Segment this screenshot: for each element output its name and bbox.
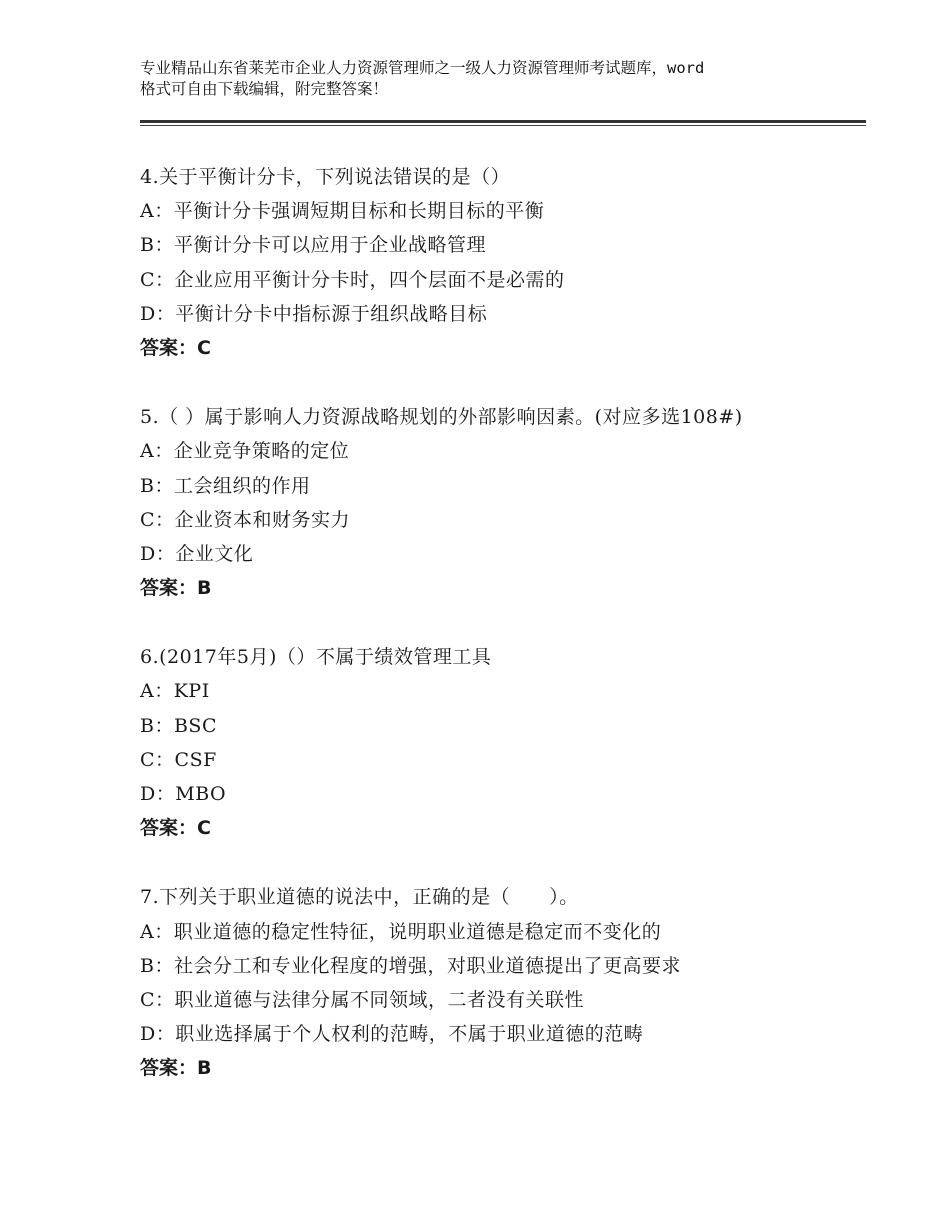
header-divider-thin <box>140 125 866 126</box>
question-list <box>140 160 840 1121</box>
option-a: A：平衡计分卡强调短期目标和长期目标的平衡 <box>140 200 545 223</box>
document-header <box>140 58 830 100</box>
question-5 <box>140 400 840 605</box>
option-a: A：KPI <box>140 680 210 703</box>
option-c: C：职业道德与法律分属不同领域，二者没有关联性 <box>140 988 585 1011</box>
option-b: B：平衡计分卡可以应用于企业战略管理 <box>140 234 486 257</box>
question-6 <box>140 640 840 845</box>
option-b: B：工会组织的作用 <box>140 474 311 497</box>
question-7 <box>140 880 840 1085</box>
answer-line: 答案：B <box>140 577 212 600</box>
answer-line: 答案：C <box>140 336 211 359</box>
option-c: C：企业资本和财务实力 <box>140 508 351 531</box>
question-stem: 5.（ ）属于影响人力资源战略规划的外部影响因素。(对应多选108#) <box>140 406 743 429</box>
answer-line: 答案：B <box>140 1057 212 1080</box>
header-title-line-2: 格式可自由下载编辑，附完整答案！ <box>140 80 389 98</box>
option-d: D：职业选择属于个人权利的范畴，不属于职业道德的范畴 <box>140 1023 644 1046</box>
question-stem: 4.关于平衡计分卡，下列说法错误的是（） <box>140 166 511 188</box>
option-b: B：BSC <box>140 714 217 737</box>
question-stem: 7.下列关于职业道德的说法中，正确的是（ ）。 <box>140 886 579 909</box>
question-stem: 6.(2017年5月)（）不属于绩效管理工具 <box>140 646 492 669</box>
header-title-line-1: 专业精品山东省莱芜市企业人力资源管理师之一级人力资源管理师考试题库，word <box>140 59 705 77</box>
header-divider-thick <box>140 120 866 123</box>
option-a: A：企业竞争策略的定位 <box>140 440 350 463</box>
option-d: D：企业文化 <box>140 542 254 565</box>
option-a: A：职业道德的稳定性特征，说明职业道德是稳定而不变化的 <box>140 920 662 943</box>
option-c: C：CSF <box>140 748 217 771</box>
answer-line: 答案：C <box>140 817 211 840</box>
option-b: B：社会分工和专业化程度的增强，对职业道德提出了更高要求 <box>140 954 681 977</box>
question-4 <box>140 160 840 365</box>
option-d: D：平衡计分卡中指标源于组织战略目标 <box>140 302 488 325</box>
option-d: D：MBO <box>140 783 227 805</box>
option-c: C：企业应用平衡计分卡时，四个层面不是必需的 <box>140 268 565 291</box>
